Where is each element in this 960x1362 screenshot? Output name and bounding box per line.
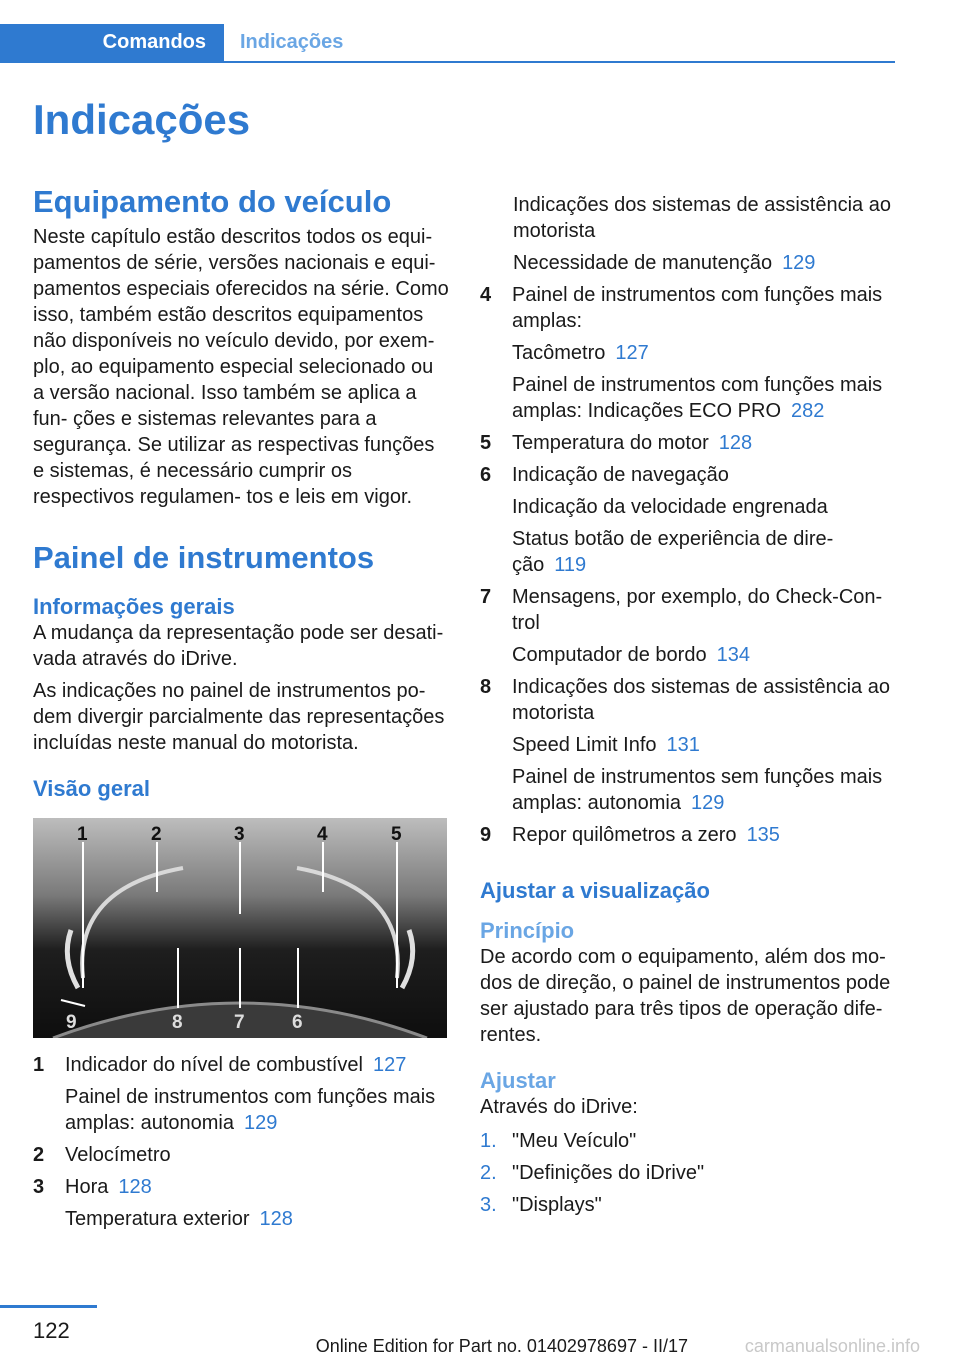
figure-label-1: 1 xyxy=(77,824,88,845)
page-ref-link[interactable]: 119 xyxy=(554,554,587,576)
right-dial-arc xyxy=(297,868,398,978)
page-title: Indicações xyxy=(33,96,251,143)
legend-item-8: 8 Indicações dos sistemas de assistência ao motorista Speed Limit Info 131 Painel de instrumentos sem funções mais amplas: autonomia 129 xyxy=(480,676,890,814)
legend-item-3: 3 Hora 128 Temperatura exterior 128 xyxy=(33,1176,293,1230)
left-column xyxy=(33,184,449,1238)
page-ref-link[interactable]: 128 xyxy=(718,432,753,454)
legend-item-6: 6 Indicação de navegação Indicação da velocidade engrenada Status botão de experiência de dire‐ ção 119 xyxy=(480,464,834,576)
subsection-title-visao-geral: Visão geral xyxy=(33,776,150,801)
paragraph-indicacoes: As indicações no painel de instrumentos po‐ dem divergir parcialmente das representações incluídas neste manual do motorista. xyxy=(33,680,445,754)
figure-label-7: 7 xyxy=(234,1012,245,1033)
instrument-cluster-figure xyxy=(33,818,447,1038)
temp-arc xyxy=(402,930,413,988)
paragraph-ajustar: Através do iDrive: xyxy=(480,1096,638,1118)
figure-label-9: 9 xyxy=(66,1012,77,1033)
footer-rule xyxy=(0,1305,97,1308)
page-ref-link[interactable]: 134 xyxy=(716,644,750,666)
legend-list-left xyxy=(33,1052,449,1232)
section-title-ajustar-visualizacao: Ajustar a visualização xyxy=(480,878,710,903)
subsection-title-principio: Princípio xyxy=(480,918,575,943)
fuel-arc xyxy=(67,930,78,988)
subsection-title-ajustar: Ajustar xyxy=(480,1068,556,1093)
edition-text: Online Edition for Part no. 01402978697 - II/17 xyxy=(315,1336,688,1356)
legend-item-9: 9 Repor quilômetros a zero 135 xyxy=(480,824,780,846)
page-ref-link[interactable]: 128 xyxy=(259,1208,293,1230)
left-dial-arc xyxy=(82,868,183,978)
page-number: 122 xyxy=(33,1318,70,1343)
page-ref-link[interactable]: 127 xyxy=(615,342,649,364)
header-bar xyxy=(0,24,895,63)
page-ref-link[interactable]: 282 xyxy=(791,400,825,422)
legend-list-right xyxy=(480,282,896,848)
figure-label-6: 6 xyxy=(292,1012,303,1033)
steps-list xyxy=(480,1128,896,1218)
step-item: 2. "Definições do iDrive" xyxy=(480,1162,705,1184)
figure-label-8: 8 xyxy=(172,1012,183,1033)
instrument-cluster-illustration xyxy=(33,818,447,1038)
legend-item-7: 7 Mensagens, por exemplo, do Check-Con‐ trol Computador de bordo 134 xyxy=(480,586,883,666)
page-ref-link[interactable]: 129 xyxy=(690,792,725,814)
page-ref-link[interactable]: 129 xyxy=(782,252,816,274)
page-ref-link[interactable]: 129 xyxy=(243,1112,278,1134)
tab-indicacoes[interactable]: Indicações xyxy=(240,31,344,53)
right-column xyxy=(480,192,896,1224)
figure-label-5: 5 xyxy=(391,824,402,845)
section-title-equipamento: Equipamento do veículo xyxy=(33,184,392,219)
legend-item-2: 2 Velocímetro xyxy=(33,1144,171,1166)
tab-comandos[interactable]: Comandos xyxy=(0,24,224,61)
page-ref-link[interactable]: 131 xyxy=(666,734,700,756)
page-ref-link[interactable]: 135 xyxy=(746,824,780,846)
figure-label-4: 4 xyxy=(317,824,328,845)
paragraph-mudanca: A mudança da representação pode ser desati‐ vada através do iDrive. xyxy=(33,622,444,670)
figure-label-3: 3 xyxy=(234,824,245,845)
watermark: carmanualsonline.info xyxy=(744,1336,920,1356)
legend-continuation: Indicações dos sistemas de assistência ao motorista Necessidade de manutenção 129 xyxy=(513,194,891,274)
subsection-title-informacoes: Informações gerais xyxy=(33,594,235,619)
figure-label-2: 2 xyxy=(151,824,162,845)
step-item: 3. "Displays" xyxy=(480,1194,602,1216)
legend-item-5: 5 Temperatura do motor 128 xyxy=(480,432,753,454)
paragraph-principio: De acordo com o equipamento, além dos mo‐ dos de direção, o painel de instrumentos pode ser ajustado para três tipos de operação dife‐ rentes. xyxy=(480,946,891,1046)
legend-item-1: 1 Indicador do nível de combustível 127 Painel de instrumentos com funções mais amplas: autonomia 129 xyxy=(33,1054,436,1134)
page-ref-link[interactable]: 127 xyxy=(372,1054,407,1076)
legend-item-4: 4 Painel de instrumentos com funções mais amplas: Tacômetro 127 Painel de instrumentos com funções mais amplas: Indicações ECO PRO 282 xyxy=(480,284,883,422)
section-text-equipamento: Neste capítulo estão descritos todos os equi‐ pamentos de série, versões nacionais e equi‐ pamentos especiais oferecidos na série. Como isso, também estão descritos equipamentos não disponíveis no veículo devido, por exem‐ plo, ao equipamento especial selecionado ou a versão nacional. Isso também se aplica a fun‐ ções e sistemas relevantes para a segurança. Se utilizar as respectivas funções e sistemas, é necessário cumprir os respectivos regulamen‐ tos e leis em vigor. xyxy=(33,226,449,508)
section-title-painel: Painel de instrumentos xyxy=(33,540,375,575)
page-ref-link[interactable]: 128 xyxy=(118,1176,152,1198)
step-item: 1. "Meu Veículo" xyxy=(480,1130,637,1152)
